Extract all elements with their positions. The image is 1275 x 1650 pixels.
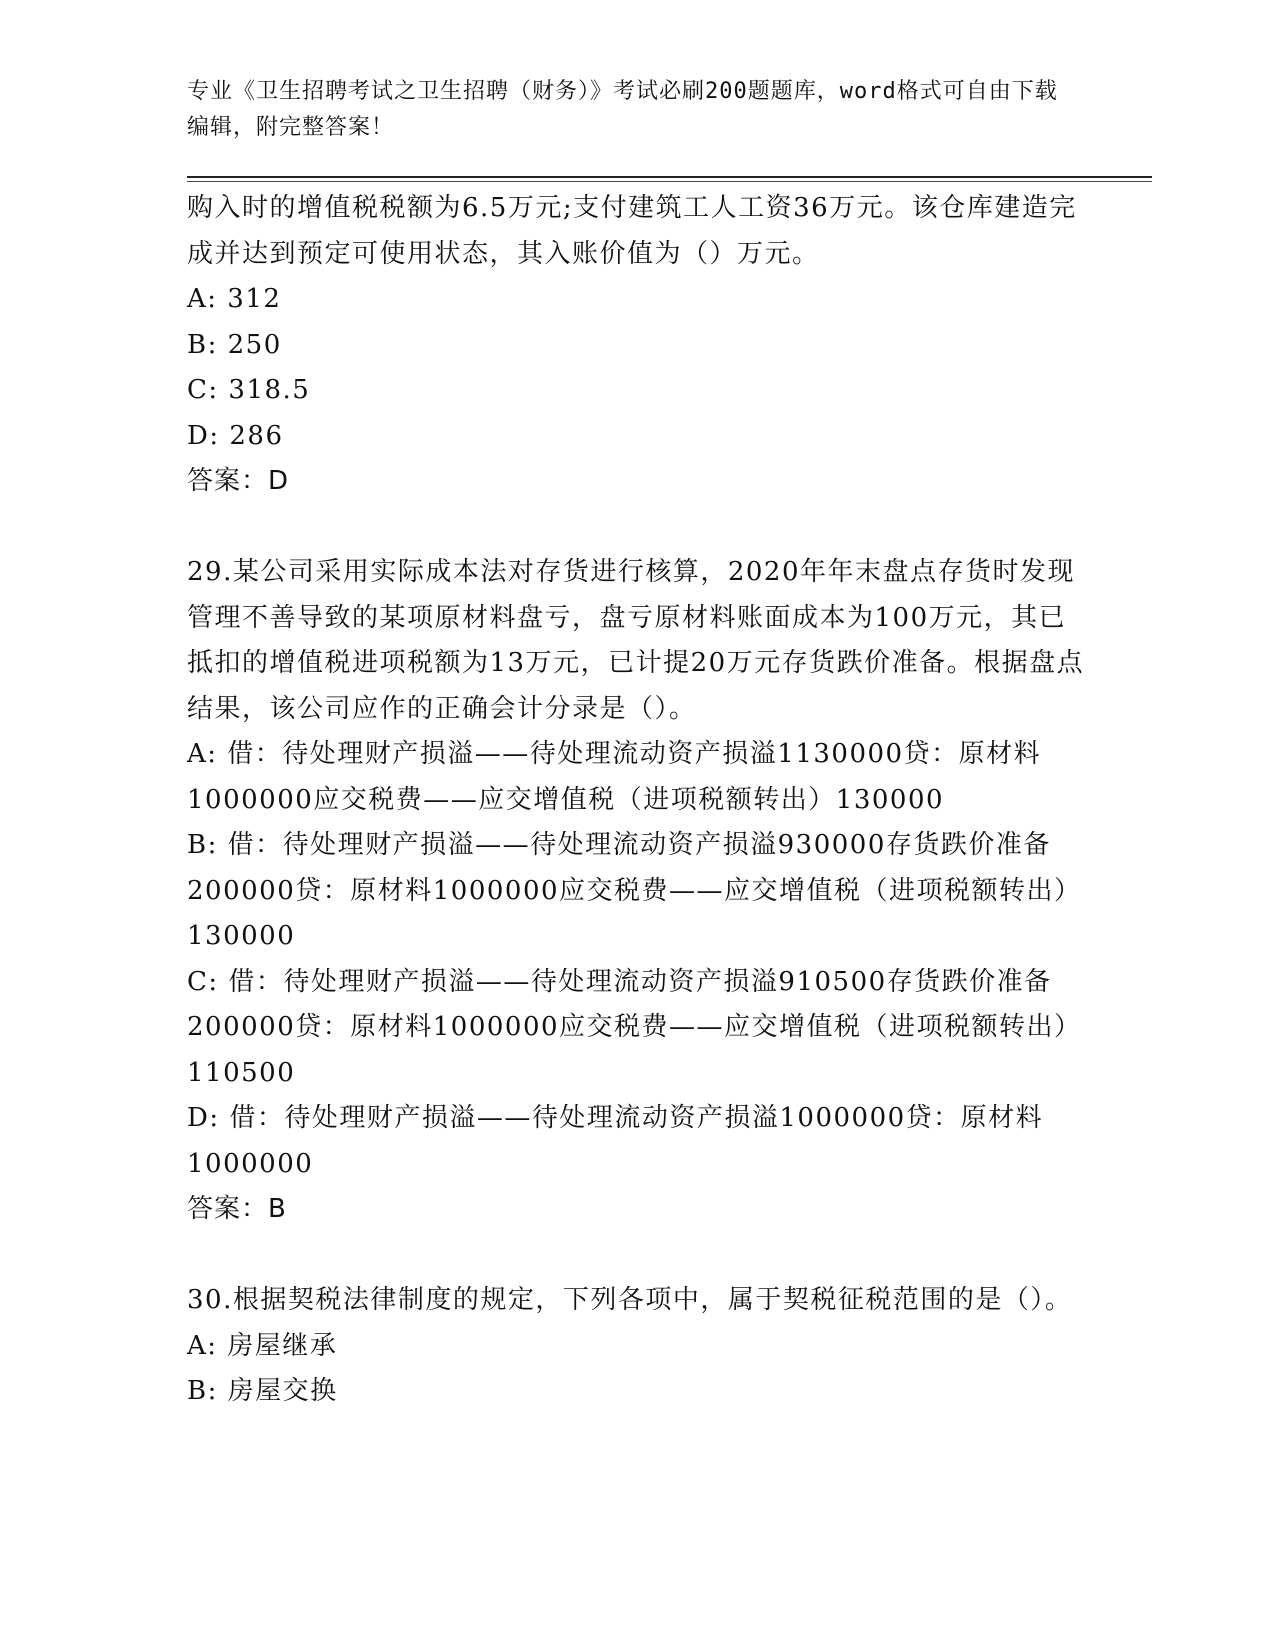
option-b: B: 借：待处理财产损溢——待处理流动资产损溢930000存货跌价准备200000贷：原材料1000000应交税费——应交增值税（进项税额转出）130000: [187, 830, 1082, 951]
spacer: [187, 1233, 1087, 1279]
document-body: [187, 186, 1087, 1415]
option-b: B: 250: [187, 329, 282, 360]
header-divider: [187, 176, 1152, 178]
option-c: C: 借：待处理财产损溢——待处理流动资产损溢910500存货跌价准备200000贷：原材料1000000应交税费——应交增值税（进项税额转出）110500: [187, 966, 1082, 1088]
option-a: A: 借：待处理财产损溢——待处理流动资产损溢1130000贷：原材料1000000应交税费——应交增值税（进项税额转出）130000: [187, 739, 1042, 815]
option-a: A: 312: [187, 284, 282, 314]
question-stem: 30.根据契税法律制度的规定，下列各项中，属于契税征税范围的是（）。: [187, 1285, 1073, 1315]
option-c: C: 318.5: [187, 375, 311, 405]
header-divider-thin: [187, 181, 1152, 182]
option-d: D: 借：待处理财产损溢——待处理流动资产损溢1000000贷：原材料1000000: [187, 1103, 1044, 1179]
question-29: [187, 550, 1087, 1233]
question-28-continued: [187, 186, 1087, 505]
question-stem: 29.某公司采用实际成本法对存货进行核算，2020年年末盘点存货时发现管理不善导致的某项原材料盘亏，盘亏原材料账面成本为100万元，其已抵扣的增值税进项税额为13万元，已计提20万元存货跌价准备。根据盘点结果，该公司应作的正确会计分录是（）。: [187, 557, 1085, 724]
option-d: D: 286: [187, 420, 284, 451]
option-a: A: 房屋继承: [187, 1330, 338, 1361]
answer-label: 答案：D: [187, 466, 290, 496]
option-b: B: 房屋交换: [187, 1376, 338, 1406]
question-stem: 购入时的增值税税额为6.5万元;支付建筑工人工资36万元。该仓库建造完成并达到预定可使用状态，其入账价值为（）万元。: [187, 193, 1077, 269]
spacer: [187, 505, 1087, 551]
answer-label: 答案：B: [187, 1194, 287, 1224]
question-30: [187, 1278, 1087, 1415]
document-header: 专业《卫生招聘考试之卫生招聘（财务）》考试必刷200题题库，word格式可自由下载编辑，附完整答案！: [187, 79, 1058, 140]
